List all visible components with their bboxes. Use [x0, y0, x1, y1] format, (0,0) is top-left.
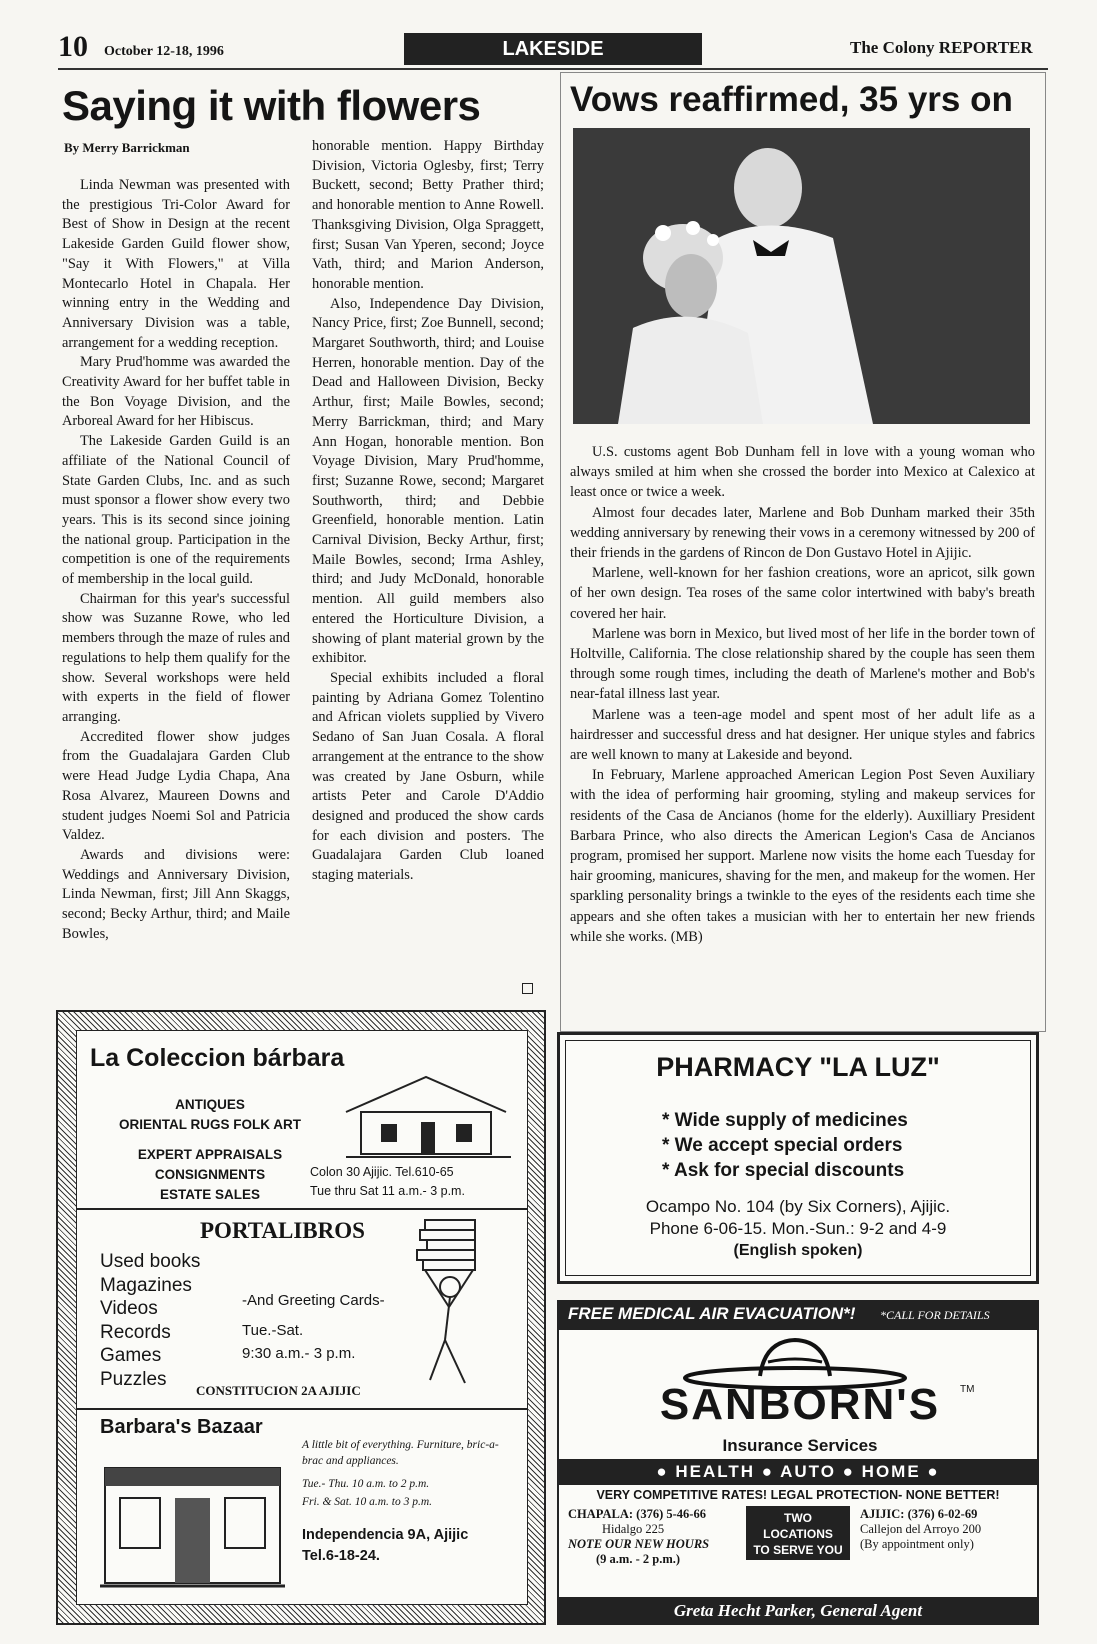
chapala-hours: (9 a.m. - 2 p.m.)	[596, 1552, 681, 1566]
ad-bazaar-hours: Fri. & Sat. 10 a.m. to 3 p.m.	[302, 1496, 433, 1508]
ad-pharmacy-bullets	[662, 1108, 908, 1183]
paragraph: In February, Marlene approached American Legion Post Seven Auxiliary with the idea of performing hair grooming, styling and makeup services for residents of the Casa de Ancianos (home for the elderly). Auxilliary President Barbara Prince, who also directs the American Legion's Casa de Ancianos program, promised her support. Marlene now visits the home each Tuesday for hair grooming, manicures, shaving for the men, and makeup for the women. Her sparkling personality brings a twinkle to the eyes of the residents each time she appears and she often takes a musician with her to entertain her new friends while she works. (MB)	[570, 767, 1035, 945]
article-column-2	[312, 137, 544, 886]
paragraph: Also, Independence Day Division, Nancy Price, first; Zoe Bunnell, second; Margaret Southworth, third; and Louise Herren, honorable mention. Day of the Dead and Halloween Division, Becky Arthur, first; Maile Bowles, second; Merry Barrickman, third; and Mary Ann Hogan, honorable mention. Bon Voyage Division, Mary Prud'homme, first; Suzanne Rowe, second; Margaret Southworth, third; and Debbie Greenfield, honorable mention. Latin Carnival Division, Becky Arthur, first; Maile Bowles, second; Irma Ashley, third; and Judy McDonald, honorable mention. All guild members also entered the Horticulture Division, a showing of plant material grown by the exhibitor.	[312, 295, 544, 667]
ad-portalibros-items	[100, 1250, 200, 1391]
paragraph: honorable mention. Happy Birthday Division, Victoria Oglesby, first; Terry Buckett, second; Betty Prather third; and honorable mention to Anne Rowell. Thanksgiving Division, Olga Spraggett, first; Susan Van Yperen, second; Joyce Vath, third; and Marion Anderson, honorable mention.	[312, 138, 544, 292]
ad-coleccion-services	[100, 1095, 320, 1205]
paragraph: Special exhibits included a floral painting by Adriana Gomez Tolentino and African violets supplied by Vivero Sedano of San Juan Cosala. A floral arrangement at the entrance to the show was created by Jane Osburn, while artists Peter and Carole D'Addio designed and produced the show cards for each division and posters. The Guadalajara Garden Club loaned staging materials.	[312, 669, 544, 884]
spacer	[100, 1135, 320, 1145]
section-label: LAKESIDE	[404, 33, 702, 65]
list-item: Puzzles	[100, 1368, 167, 1390]
service-line: ORIENTAL RUGS FOLK ART	[119, 1117, 301, 1132]
ad-sanborns-ajijic	[860, 1507, 981, 1552]
paragraph: The Lakeside Garden Guild is an affiliate of the National Council of State Garden Clubs, Inc. and as such must sponsor a flower show every two years. This is its second since joining the national group. Participation in the competition is one of the requirements of membership in the local guild.	[62, 433, 290, 588]
ad-bazaar-phone: Tel.6-18-24.	[302, 1548, 380, 1564]
couple-photo	[573, 128, 1030, 424]
ad-pharmacy-title: PHARMACY "LA LUZ"	[656, 1052, 940, 1082]
service-line: CONSIGNMENTS	[154, 1167, 266, 1182]
article-headline: Saying it with flowers	[62, 82, 481, 129]
paragraph: Accredited flower show judges from the Guadalajara Garden Club were Head Judge Lydia Chapa, Ana Rosa Alvarez, Maureen Downs and student judges Noemi Sol and Patricia Valdez.	[62, 728, 290, 844]
address-line: Ocampo No. 104 (by Six Corners), Ajijic.	[645, 1197, 951, 1216]
trademark-mark: TM	[960, 1384, 975, 1395]
paper-name: The Colony REPORTER	[850, 38, 1033, 57]
phone-line: Phone 6-06-15. Mon.-Sun.: 9-2 and 4-9	[649, 1219, 947, 1238]
ajijic-note: (By appointment only)	[860, 1537, 974, 1551]
ajijic-address: Callejon del Arroyo 200	[860, 1522, 982, 1536]
paragraph: Almost four decades later, Marlene and Bob Dunham marked their 35th wedding anniversary by renewing their vows in a ceremony witnessed by 200 of their friends in the gardens of Rincon de Don Gustavo Hotel in Ajijic.	[570, 504, 1035, 562]
service-line: ESTATE SALES	[159, 1187, 260, 1202]
paragraph: Marlene was born in Mexico, but lived most of her life in the border town of Holtville, California. The close relationship shared by the couple has seen them through some rough times, including the death of Marlene's mother and Bob's near-fatal illness last year.	[570, 625, 1035, 703]
service-line: EXPERT APPRAISALS	[137, 1147, 283, 1162]
issue-date: October 12-18, 1996	[104, 44, 224, 59]
article-column-1	[62, 176, 290, 944]
badge-line: TWO	[784, 1511, 812, 1525]
chapala-address: Hidalgo 225	[602, 1522, 665, 1536]
ad-bazaar-hours: Tue.- Thu. 10 a.m. to 2 p.m.	[302, 1478, 430, 1490]
paragraph: U.S. customs agent Bob Dunham fell in love with a young woman who always smiled at him when she crossed the border into Mexico at Calexico at least once or twice a week.	[570, 444, 1035, 501]
ad-coleccion-title: La Coleccion bárbara	[90, 1044, 345, 1072]
list-item: Magazines	[100, 1274, 192, 1296]
paragraph: Awards and divisions were: Weddings and Anniversary Division, Linda Newman, first; Jill Ann Skaggs, second; Becky Arthur, third; and Maile Bowles,	[62, 846, 290, 942]
ad-pharmacy-address	[565, 1196, 1031, 1240]
page-number: 10	[58, 30, 88, 63]
ad-sanborns-headline: FREE MEDICAL AIR EVACUATION*!	[568, 1304, 856, 1323]
article-byline: By Merry Barrickman	[64, 140, 190, 155]
ad-bazaar-description: A little bit of everything. Furniture, bric-a-brac and appliances.	[302, 1439, 499, 1467]
chapala-note: NOTE OUR NEW HOURS	[568, 1537, 710, 1551]
ad-portalibros-address: CONSTITUCION 2A AJIJIC	[196, 1383, 361, 1398]
chapala-phone: CHAPALA: (376) 5-46-66	[568, 1507, 706, 1521]
ad-bazaar-title: Barbara's Bazaar	[100, 1416, 263, 1438]
ad-portalibros-greeting: -And Greeting Cards-	[242, 1292, 385, 1309]
paragraph: Marlene was a teen-age model and spent most of her adult life as a hairdresser and successful dress and hat designer. Her unique styles and fabrics are well known to many at Lakeside and beyond.	[570, 706, 1035, 764]
bullet-item: * Wide supply of medicines	[662, 1110, 908, 1131]
ad-bazaar-address: Independencia 9A, Ajijic	[302, 1527, 469, 1543]
storefront-illustration	[100, 1448, 285, 1593]
paragraph: Linda Newman was presented with the prestigious Tri-Color Award for Best of Show in Design at the recent Lakeside Garden Guild flower show, "Say it With Flowers," at Villa Montecarlo Hotel in Chapala. Her winning entry in the Wedding and Anniversary Division was a table, arrangement for a wedding reception.	[62, 177, 290, 351]
ad-sanborns-locations-badge	[746, 1506, 850, 1560]
ad-sanborns-services-bar: ● HEALTH ● AUTO ● HOME ●	[557, 1459, 1039, 1485]
bullet-item: * Ask for special discounts	[662, 1160, 905, 1181]
paragraph: Chairman for this year's successful show was Suzanne Rowe, who led members through the maze of rules and regulations to help them qualify for the show. Several workshops were held with experts in the field of flower arranging.	[62, 590, 290, 725]
list-item: Used books	[100, 1251, 201, 1272]
book-carrier-illustration	[405, 1215, 495, 1395]
ad-divider	[76, 1408, 528, 1410]
ad-pharmacy-english: (English spoken)	[733, 1242, 863, 1259]
ad-coleccion-hours: Tue thru Sat 11 a.m.- 3 p.m.	[310, 1184, 465, 1198]
ad-divider	[76, 1208, 528, 1210]
ad-portalibros-days: Tue.-Sat.	[242, 1322, 304, 1339]
article-headline-2: Vows reaffirmed, 35 yrs on	[570, 80, 1013, 119]
ad-sanborns-subtitle: Insurance Services	[722, 1436, 878, 1455]
end-mark	[522, 983, 533, 994]
ad-sanborns-call-note: *CALL FOR DETAILS	[880, 1308, 990, 1322]
list-item: Games	[100, 1345, 162, 1366]
sanborns-logo: SANBORN'S	[659, 1380, 941, 1429]
list-item: Records	[100, 1321, 171, 1343]
paragraph: Marlene, well-known for her fashion creations, wore an apricot, silk gown of her own design. Tea roses of the same color intertwined with baby's breath covered her hair.	[570, 565, 1035, 622]
ad-portalibros-title: PORTALIBROS	[200, 1218, 365, 1243]
ad-sanborns-rates: VERY COMPETITIVE RATES! LEGAL PROTECTION- NONE BETTER!	[596, 1488, 1000, 1502]
ad-coleccion-address: Colon 30 Ajijic. Tel.610-65	[310, 1165, 454, 1179]
badge-line: LOCATIONS	[763, 1527, 833, 1541]
paragraph: Mary Prud'homme was awarded the Creativity Award for her buffet table in the Bon Voyage Division, and the Arboreal Award for her Hibiscus.	[62, 354, 290, 430]
service-line: ANTIQUES	[175, 1097, 245, 1112]
list-item: Videos	[100, 1298, 158, 1319]
article-body-2	[570, 442, 1035, 947]
house-illustration	[336, 1062, 516, 1162]
ad-portalibros-hours: 9:30 a.m.- 3 p.m.	[242, 1345, 356, 1362]
badge-line: TO SERVE YOU	[753, 1543, 843, 1557]
ad-sanborns-chapala	[568, 1507, 709, 1567]
ajijic-phone: AJIJIC: (376) 6-02-69	[860, 1507, 978, 1521]
ad-sanborns-agent: Greta Hecht Parker, General Agent	[557, 1597, 1039, 1625]
bullet-item: * We accept special orders	[662, 1135, 903, 1156]
header-rule	[58, 68, 1048, 70]
